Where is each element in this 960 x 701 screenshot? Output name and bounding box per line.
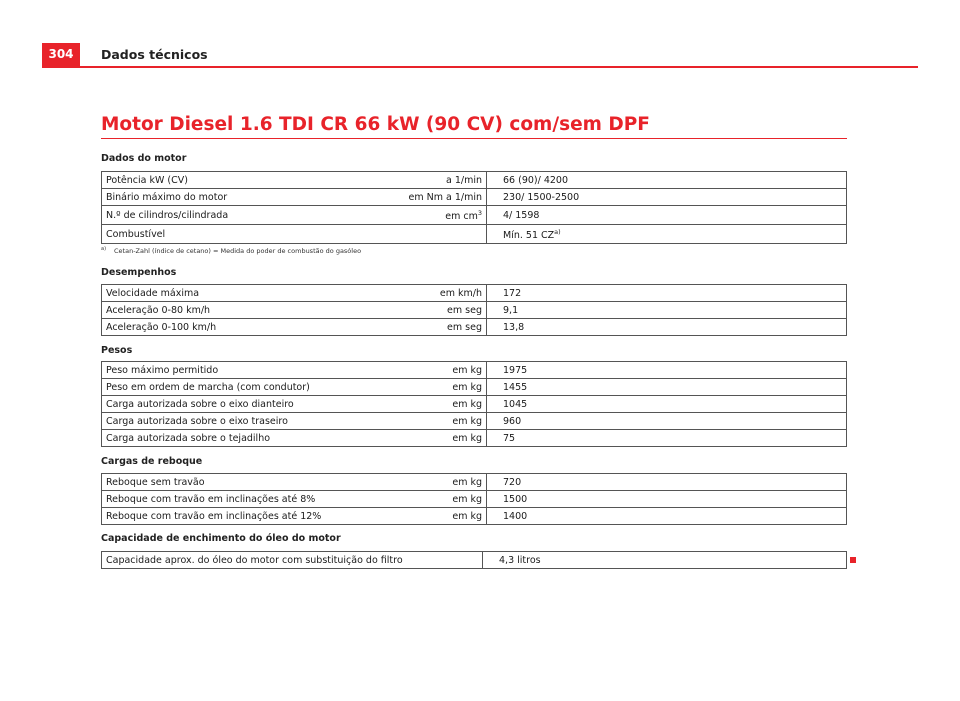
row-label: N.º de cilindros/cilindrada [102,206,381,225]
row-value: 1975 [487,362,847,379]
table-row [102,362,847,379]
row-label: Carga autorizada sobre o tejadilho [102,430,381,447]
header-title: Dados técnicos [101,47,208,62]
row-unit: em km/h [380,285,487,302]
oleo-table [101,551,847,569]
table-row [102,285,847,302]
table-row [102,189,847,206]
table-row [102,396,847,413]
row-unit: em kg [380,362,487,379]
section-title-motor: Dados do motor [101,153,187,164]
page-number-badge: 304 [42,43,80,66]
row-value: 4,3 litros [483,552,847,569]
row-value: 66 (90)/ 4200 [487,172,847,189]
row-unit: a 1/min [380,172,487,189]
row-unit [380,225,487,244]
motor-table [101,171,847,244]
row-unit: em kg [380,430,487,447]
table-row [102,430,847,447]
header-rule [42,66,918,68]
table-row [102,474,847,491]
row-unit: em kg [380,474,487,491]
row-label: Velocidade máxima [102,285,381,302]
row-value: 230/ 1500-2500 [487,189,847,206]
table-row [102,206,847,225]
row-label: Peso máximo permitido [102,362,381,379]
row-value: 1045 [487,396,847,413]
row-unit: em kg [380,508,487,525]
table-row [102,508,847,525]
row-unit: em kg [380,491,487,508]
row-value: 1400 [487,508,847,525]
row-value: 720 [487,474,847,491]
row-value: 4/ 1598 [487,206,847,225]
table-row [102,172,847,189]
table-row [102,302,847,319]
row-label: Peso em ordem de marcha (com condutor) [102,379,381,396]
table-row [102,319,847,336]
row-label: Potência kW (CV) [102,172,381,189]
row-value [487,225,847,244]
table-row [102,413,847,430]
row-value: 1455 [487,379,847,396]
section-end-marker [850,557,856,563]
row-label: Aceleração 0-80 km/h [102,302,381,319]
row-label: Carga autorizada sobre o eixo dianteiro [102,396,381,413]
footnote [101,246,361,255]
row-label: Carga autorizada sobre o eixo traseiro [102,413,381,430]
reboque-table [101,473,847,525]
row-label: Binário máximo do motor [102,189,381,206]
row-label: Capacidade aprox. do óleo do motor com substituição do filtro [102,552,483,569]
row-unit: em Nm a 1/min [380,189,487,206]
row-value: 1500 [487,491,847,508]
row-value: 960 [487,413,847,430]
row-unit: em seg [380,302,487,319]
row-value: 172 [487,285,847,302]
row-unit: em kg [380,413,487,430]
unit-superscript: 3 [477,209,482,217]
row-unit [380,206,487,225]
section-title-oleo: Capacidade de enchimento do óleo do motor [101,533,341,544]
title-rule [101,138,847,139]
row-unit: em kg [380,379,487,396]
footnote-text: Cetan-Zahl (índice de cetano) = Medida do poder de combustão do gasóleo [114,247,362,256]
table-row [102,379,847,396]
row-value: 13,8 [487,319,847,336]
table-row [102,225,847,244]
section-title-desempenhos: Desempenhos [101,267,177,278]
desempenhos-table [101,284,847,336]
row-label: Reboque com travão em inclinações até 8% [102,491,381,508]
row-value: 9,1 [487,302,847,319]
footnote-marker: a) [101,246,107,252]
row-unit: em seg [380,319,487,336]
footnote-ref: a) [554,228,561,237]
table-row [102,491,847,508]
unit-text: em cm [445,211,478,223]
row-label: Aceleração 0-100 km/h [102,319,381,336]
value-text: Mín. 51 CZ [503,230,555,242]
table-row [102,552,847,569]
row-label: Reboque com travão em inclinações até 12% [102,508,381,525]
main-title: Motor Diesel 1.6 TDI CR 66 kW (90 CV) com/sem DPF [101,114,650,135]
section-title-pesos: Pesos [101,345,133,356]
pesos-table [101,361,847,447]
row-label: Combustível [102,225,381,244]
row-label: Reboque sem travão [102,474,381,491]
row-value: 75 [487,430,847,447]
section-title-reboque: Cargas de reboque [101,456,203,467]
row-unit: em kg [380,396,487,413]
